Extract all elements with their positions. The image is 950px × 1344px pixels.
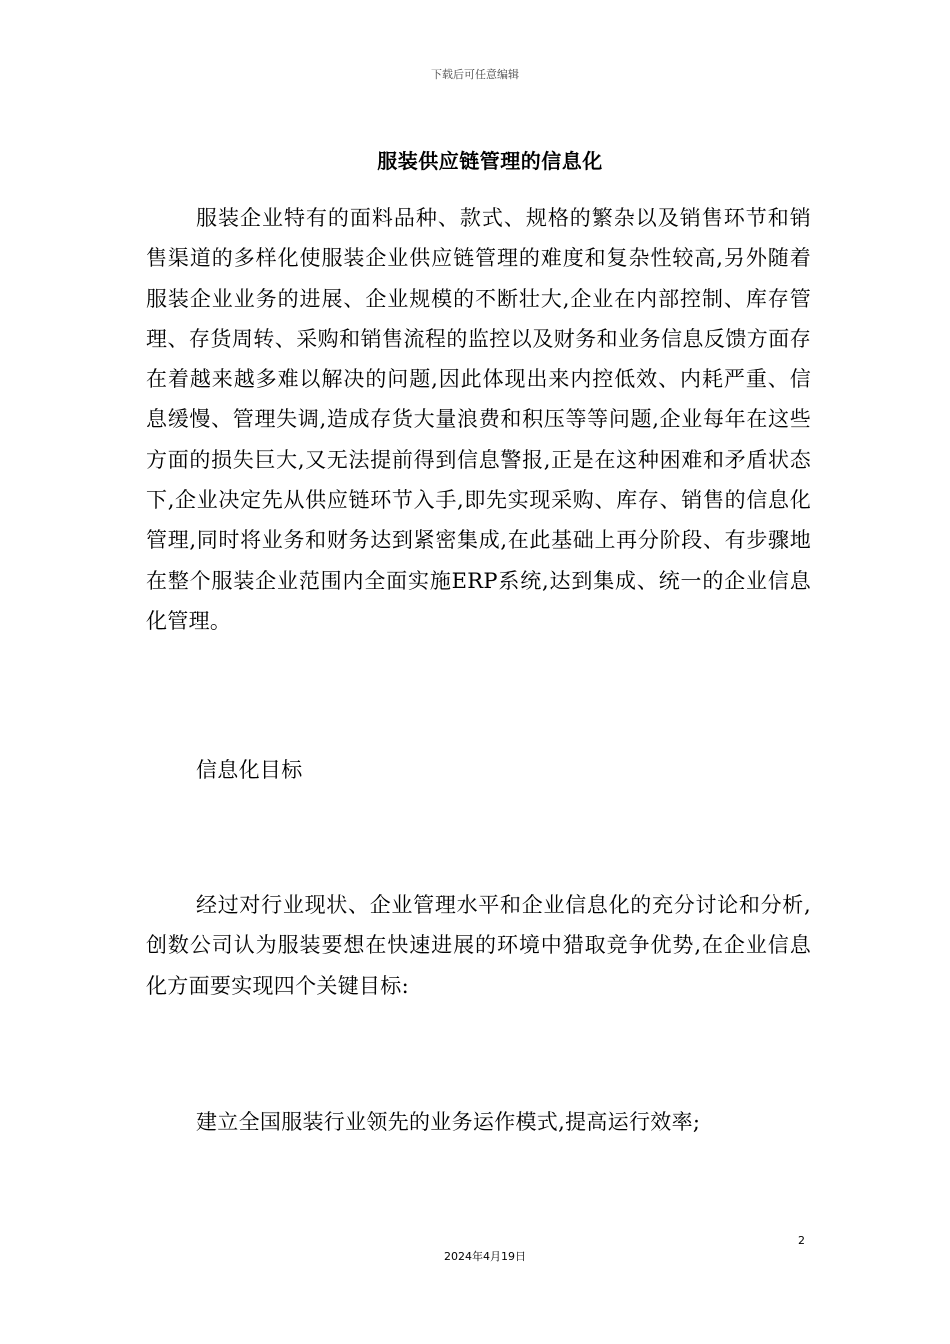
footer-date: 2024年4月19日 — [444, 1250, 526, 1263]
paragraph-goal-item: 建立全国服装行业领先的业务运作模式,提高运行效率; — [196, 1110, 701, 1134]
header-note: 下载后可任意编辑 — [431, 68, 519, 81]
document-title: 服装供应链管理的信息化 — [377, 149, 603, 173]
paragraph-goals-intro: 经过对行业现状、企业管理水平和企业信息化的充分讨论和分析,创数公司认为服装要想在快速进展的环境中猎取竞争优势,在企业信息化方面要实现四个关键目标: — [146, 893, 811, 998]
paragraph-intro: 服装企业特有的面料品种、款式、规格的繁杂以及销售环节和销售渠道的多样化使服装企业供应链管理的难度和复杂性较高,另外随着服装企业业务的进展、企业规模的不断壮大,企业在内部控制、库存管理、存货周转、采购和销售流程的监控以及财务和业务信息反馈方面存在着越来越多难以解决的问题,因此体现出来内控低效、内耗严重、信息缓慢、管理失调,造成存货大量浪费和积压等等问题,企业每年在这些方面的损失巨大,又无法提前得到信息警报,正是在这种困难和矛盾状态下,企业决定先从供应链环节入手,即先实现采购、库存、销售的信息化管理,同时将业务和财务达到紧密集成,在此基础上再分阶段、有步骤地在整个服装企业范围内全面实施ERP系统,达到集成、统一的企业信息化管理。 — [146, 206, 811, 633]
page-number: 2 — [798, 1234, 805, 1247]
section-heading-goals: 信息化目标 — [196, 758, 303, 782]
